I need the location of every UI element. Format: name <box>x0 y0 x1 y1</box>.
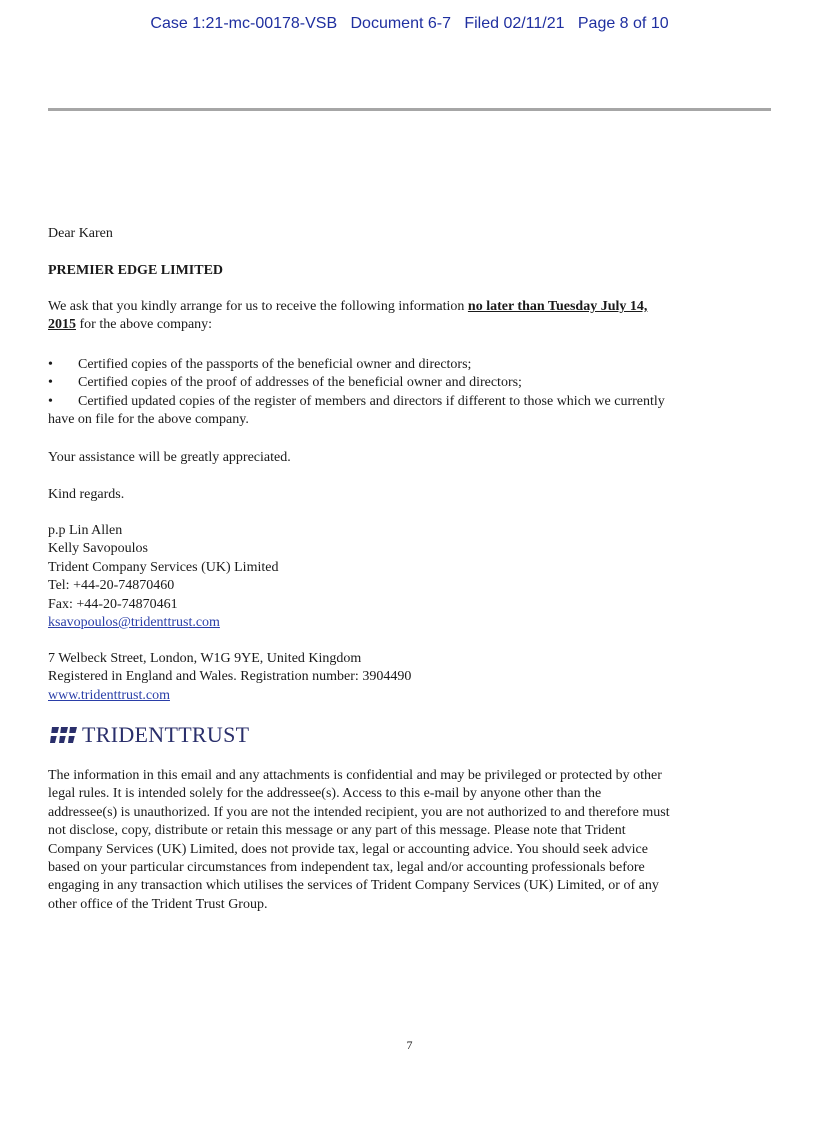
case-header: Case 1:21-mc-00178-VSB Document 6-7 Filed 02/11/21 Page 8 of 10 <box>150 15 669 32</box>
registration-text: Registered in England and Wales. Registration number: 3904490 <box>48 669 412 685</box>
website-link[interactable]: www.tridenttrust.com <box>48 687 170 703</box>
disclaimer-line: The information in this email and any attachments is confidential and may be privileged or protected by other <box>48 768 662 783</box>
bullet-text: Certified copies of the passports of the beneficial owner and directors; <box>78 357 472 372</box>
address-text: 7 Welbeck Street, London, W1G 9YE, United Kingdom <box>48 651 362 666</box>
address-block <box>48 650 772 705</box>
disclaimer <box>48 767 772 914</box>
request-line-2 <box>48 316 772 334</box>
closing-text: Kind regards. <box>48 487 125 502</box>
header-rule <box>48 108 771 111</box>
signature-tel: Tel: +44-20-74870460 <box>48 578 175 594</box>
disclaimer-line: based on your particular circumstances from independent tax, legal and/or accounting professionals before <box>48 860 645 876</box>
deadline-text-2: 2015 <box>48 317 76 333</box>
deadline-text-1: no later than Tuesday July 14, <box>467 299 648 314</box>
list-item <box>48 374 772 392</box>
logo-text: TRIDENTTRUST <box>82 721 250 747</box>
request-line-1 <box>48 298 772 316</box>
page-number: 7 <box>406 1038 413 1052</box>
appreciation <box>48 449 772 467</box>
bullet-text: Certified updated copies of the register of members and directors if different to those which we currently <box>78 393 665 409</box>
bullet-list <box>48 356 772 430</box>
bullet-icon: • <box>48 357 53 372</box>
signature-name: Kelly Savopoulos <box>48 541 148 557</box>
trident-trust-logo-mark-icon <box>50 725 78 745</box>
salutation <box>48 225 772 243</box>
disclaimer-line: Company Services (UK) Limited, does not provide tax, legal or accounting advice. You should seek advice <box>48 841 648 857</box>
signature-pp: p.p Lin Allen <box>48 523 123 538</box>
closing <box>48 486 772 504</box>
signature-fax: Fax: +44-20-74870461 <box>48 596 178 612</box>
disclaimer-line: not disclose, copy, distribute or retain this message or any part of this message. Please note that Trident <box>48 823 626 839</box>
request-paragraph <box>48 298 772 335</box>
disclaimer-line: other office of the Trident Trust Group. <box>48 896 268 912</box>
bullet-continuation: have on file for the above company. <box>48 412 249 428</box>
trident-trust-logo <box>50 722 249 748</box>
request-text-2b: for the above company: <box>76 317 213 333</box>
signature-block <box>48 522 772 632</box>
company-heading <box>48 262 772 280</box>
signature-company: Trident Company Services (UK) Limited <box>48 559 279 575</box>
disclaimer-line: addressee(s) is unauthorized. If you are not the intended recipient, you are not authorized to and therefore must <box>48 804 670 820</box>
bullet-icon: • <box>48 393 53 409</box>
request-text-1a: We ask that you kindly arrange for us to receive the following information <box>48 299 468 314</box>
bullet-text: Certified copies of the proof of addresses of the beneficial owner and directors; <box>78 375 522 391</box>
bullet-icon: • <box>48 375 53 391</box>
list-item <box>48 356 772 374</box>
email-link[interactable]: ksavopoulos@tridenttrust.com <box>48 615 220 631</box>
disclaimer-line: legal rules. It is intended solely for the addressee(s). Access to this e-mail by anyone other than the <box>48 786 602 802</box>
salutation-text: Dear Karen <box>48 226 113 241</box>
list-item <box>48 393 772 411</box>
appreciation-text: Your assistance will be greatly appreciated. <box>48 450 291 465</box>
disclaimer-line: engaging in any transaction which utilises the services of Trident Company Services (UK) Limited, or of any <box>48 878 659 894</box>
company-heading-text: PREMIER EDGE LIMITED <box>48 263 224 278</box>
